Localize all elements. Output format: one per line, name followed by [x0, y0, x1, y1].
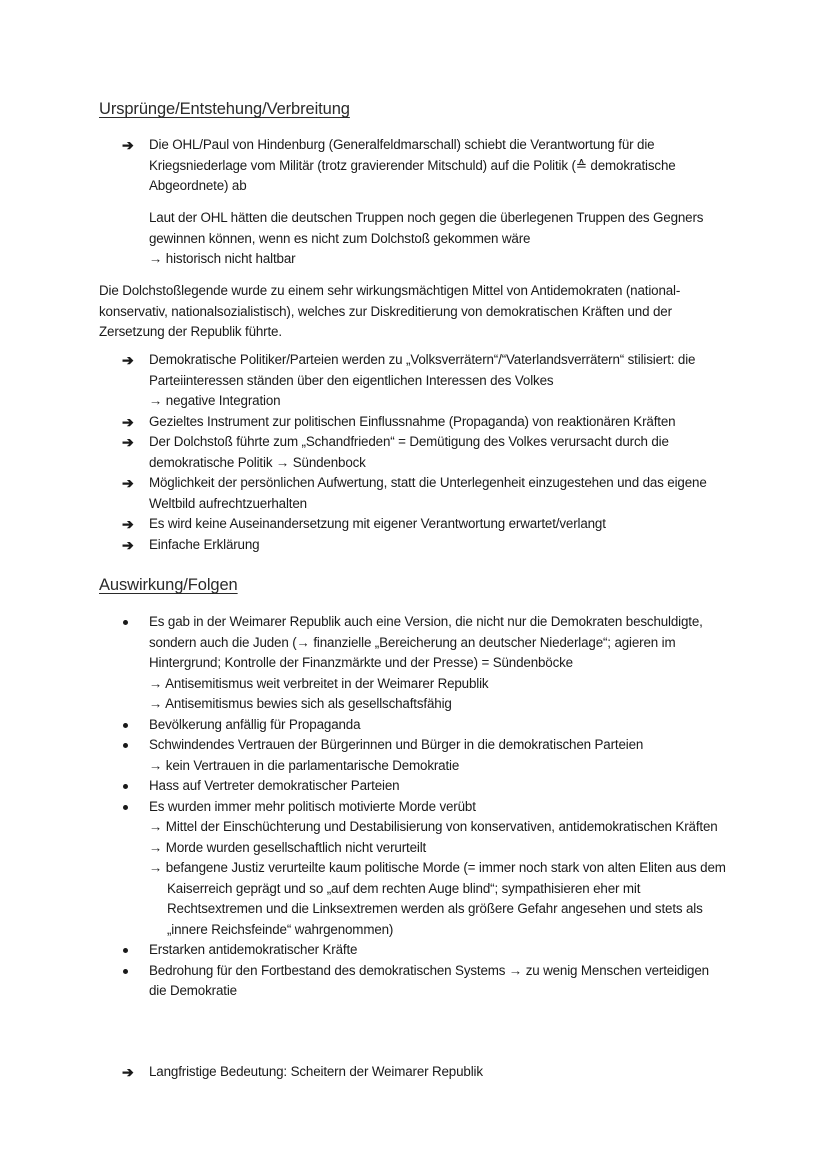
body-paragraph: Die Dolchstoßlegende wurde zu einem sehr wirkungsmächtigen Mittel von Antidemokraten (national-konservativ, nationalsozialistisch), welches zur Diskreditierung von demokratischen Kräften und der Zersetzung der Republik führte.: [99, 283, 681, 339]
list-item-sub: → Antisemitismus bewies sich als gesellschaftsfähig: [149, 696, 452, 711]
list-item-text: Bedrohung für den Fortbestand des demokratischen Systems → zu wenig Menschen verteidigen die Demokratie: [149, 962, 709, 998]
list-item: [0, 735, 729, 776]
paragraph-conclusion: → historisch nicht haltbar: [149, 251, 296, 266]
list-item: [0, 715, 729, 736]
origins-list: [0, 350, 828, 555]
list-item-text: Einfache Erklärung: [149, 536, 260, 552]
arrow-right-bold-icon: ➔: [122, 1064, 134, 1080]
list-item-sub: → Morde wurden gesellschaftlich nicht verurteilt: [149, 839, 427, 855]
list-item-sub: → Antisemitismus weit verbreitet in der Weimarer Republik: [149, 675, 489, 691]
arrow-right-bold-icon: ➔: [122, 516, 134, 532]
arrow-right-bold-icon: ➔: [122, 475, 134, 491]
list-item-text: Möglichkeit der persönlichen Aufwertung, statt die Unterlegenheit einzugestehen und das eigene Weltbild aufrechtzuerhalten: [149, 475, 707, 511]
list-item-text: Es wurden immer mehr politisch motivierte Morde verübt: [149, 798, 476, 814]
list-item-text: Gezieltes Instrument zur politischen Einflussnahme (Propaganda) von reaktionären Kräften: [149, 413, 676, 429]
list-item: [0, 535, 729, 556]
list-item: [0, 940, 729, 961]
bullet-icon: [123, 784, 128, 789]
list-item-sub: → negative Integration: [149, 393, 281, 408]
origins-intro-list: [0, 135, 828, 197]
conclusion-list: [0, 1062, 828, 1083]
bullet-icon: [123, 805, 128, 810]
bullet-icon: [123, 743, 128, 748]
list-item: [0, 350, 729, 412]
list-item-text: Es gab in der Weimarer Republik auch eine Version, die nicht nur die Demokraten beschuldigte, sondern auch die Juden (→ finanzielle „Bereicherung an deutscher Niederlage“; agieren im Hintergrund; Kontrolle der Finanzmärkte und der Presse) = Sündenböcke: [149, 614, 703, 670]
list-item-text: Bevölkerung anfällig für Propaganda: [149, 716, 361, 732]
list-item-text: Die OHL/Paul von Hindenburg (Generalfeldmarschall) schiebt die Verantwortung für die Kriegsniederlage vom Militär (trotz gravierender Mitschuld) auf die Politik (≙ demokratische Abgeordnete) ab: [149, 137, 676, 193]
arrow-right-bold-icon: ➔: [122, 434, 134, 450]
list-item: [0, 797, 729, 941]
list-item-text: Schwindendes Vertrauen der Bürgerinnen und Bürger in die demokratischen Parteien: [149, 737, 644, 752]
list-item-sub: → kein Vertrauen in die parlamentarische Demokratie: [149, 757, 460, 773]
bullet-icon: [123, 948, 128, 953]
list-item-text: Der Dolchstoß führte zum „Schandfrieden“ = Demütigung des Volkes verursacht durch die demokratische Politik → Sündenbock: [149, 434, 669, 470]
section-heading-origins: Ursprünge/Entstehung/Verbreitung: [99, 100, 350, 118]
arrow-right-bold-icon: ➔: [122, 352, 134, 368]
list-item-text: Erstarken antidemokratischer Kräfte: [149, 942, 358, 957]
list-item: [0, 473, 729, 514]
arrow-right-bold-icon: ➔: [122, 137, 134, 153]
section-heading-effects: Auswirkung/Folgen: [99, 576, 238, 594]
bullet-icon: [123, 969, 128, 974]
list-item-sub: → Mittel der Einschüchterung und Destabilisierung von konservativen, antidemokratischen Kräften: [149, 819, 718, 834]
list-item: [0, 1062, 729, 1083]
list-item: [0, 412, 729, 433]
list-item-text: Es wird keine Auseinandersetzung mit eigener Verantwortung erwartet/verlangt: [149, 516, 606, 531]
bullet-icon: [123, 723, 128, 728]
arrow-right-bold-icon: ➔: [122, 413, 134, 430]
list-item-text: Langfristige Bedeutung: Scheitern der Weimarer Republik: [149, 1064, 483, 1079]
arrow-right-bold-icon: ➔: [122, 536, 134, 553]
list-item: [0, 514, 729, 535]
indented-paragraph: [149, 208, 719, 270]
list-item: [0, 776, 729, 797]
paragraph-text: Laut der OHL hätten die deutschen Truppen noch gegen die überlegenen Truppen des Gegners gewinnen können, wenn es nicht zum Dolchstoß gekommen wäre: [149, 210, 704, 246]
bullet-icon: [123, 620, 128, 625]
effects-list: [0, 612, 828, 1002]
list-item: [0, 612, 729, 715]
list-item-text: Demokratische Politiker/Parteien werden zu „Volksverrätern“/“Vaterlandsverrätern“ stilisiert: die Parteiinteressen ständen über den eigentlichen Interessen des Volkes: [149, 352, 696, 388]
list-item: [0, 432, 729, 473]
list-item-text: Hass auf Vertreter demokratischer Parteien: [149, 778, 400, 793]
list-item: [0, 135, 729, 197]
list-item-sub: → befangene Justiz verurteilte kaum politische Morde (= immer noch stark von alten Eliten aus dem Kaiserreich geprägt und so „auf dem rechten Auge blind“; sympathisieren eher mit Rechtsextremen und die Linksextremen werden als größere Gefahr angesehen und stets als „innere Reichsfeinde“ wahrgenommen): [149, 860, 726, 937]
list-item: [0, 961, 729, 1002]
